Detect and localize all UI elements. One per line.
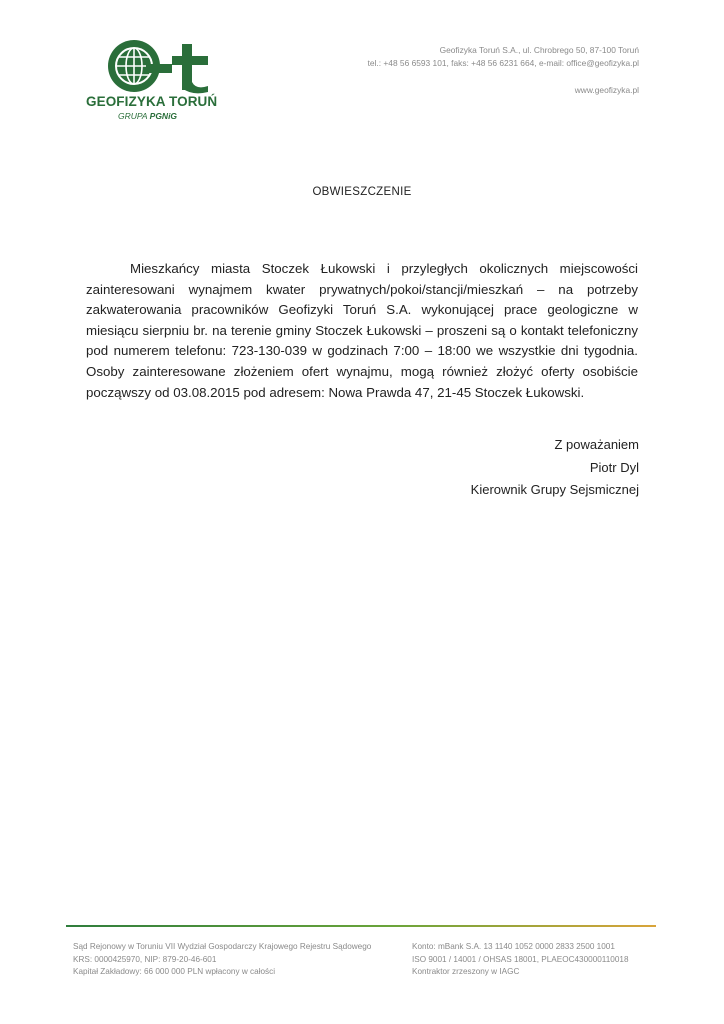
header-website-link[interactable]: www.geofizyka.pl <box>574 85 639 95</box>
footer-registration-info <box>73 941 371 979</box>
signature-block <box>471 434 639 502</box>
signer-name: Piotr Dyl <box>589 459 639 475</box>
footer-divider <box>66 925 656 927</box>
paragraph-line: miesiącu sierpniu br. na terenie gminy Stoczek Łukowski – proszeni są o kontakt telefoniczny <box>86 322 638 338</box>
logo-group-brand: PGNiG <box>149 111 178 121</box>
closing-salutation: Z poważaniem <box>554 437 639 452</box>
footer-line: Kapitał Zakładowy: 66 000 000 PLN wpłacony w całości <box>73 967 276 976</box>
paragraph-line: pod numerem telefonu: 723-130-039 w godzinach 7:00 – 18:00 we wszystkie dni tygodnia. <box>86 343 638 359</box>
document-title: OBWIESZCZENIE <box>312 186 412 198</box>
signer-title: Kierownik Grupy Sejsmicznej <box>470 482 639 497</box>
footer-line: KRS: 0000425970, NIP: 879-20-46-601 <box>73 954 217 964</box>
footer-bank-info <box>412 941 629 979</box>
header-phone-email: tel.: +48 56 6593 101, faks: +48 56 6231 664, e-mail: office@geofizyka.pl <box>367 58 639 68</box>
paragraph-line: począwszy od 03.08.2015 pod adresem: Nowa Prawda 47, 21-45 Stoczek Łukowski. <box>86 384 585 400</box>
announcement-paragraph <box>86 259 638 403</box>
logo-group-prefix: GRUPA <box>118 111 148 121</box>
paragraph-line: zainteresowani wynajmem kwater prywatnych/pokoi/stancji/mieszkań – na potrzeby <box>86 281 638 297</box>
footer-line: Konto: mBank S.A. 13 1140 1052 0000 2833 2500 1001 <box>412 942 615 951</box>
paragraph-line: zakwaterowania pracowników Geofizyki Toruń S.A. wykonującej prace geologiczne w <box>86 302 638 318</box>
header-contact <box>368 44 639 97</box>
footer-line: Kontraktor zrzeszony w IAGC <box>412 967 520 976</box>
footer-line: ISO 9001 / 14001 / OHSAS 18001, PLAEOC430000110018 <box>412 954 629 964</box>
header-address: Geofizyka Toruń S.A., ul. Chrobrego 50, 87-100 Toruń <box>439 45 639 55</box>
paragraph-line: Osoby zainteresowane złożeniem ofert wynajmu, mogą również złożyć oferty osobiście <box>86 363 638 379</box>
logo-group-label <box>118 111 177 121</box>
company-logo <box>86 38 226 124</box>
logo-company-name: GEOFIZYKA TORUŃ <box>86 94 218 109</box>
paragraph-line: Mieszkańcy miasta Stoczek Łukowski i przyległych okolicznych miejscowości <box>130 261 638 276</box>
globe-logo-icon <box>96 38 216 94</box>
footer-line: Sąd Rejonowy w Toruniu VII Wydział Gospodarczy Krajowego Rejestru Sądowego <box>73 942 372 951</box>
